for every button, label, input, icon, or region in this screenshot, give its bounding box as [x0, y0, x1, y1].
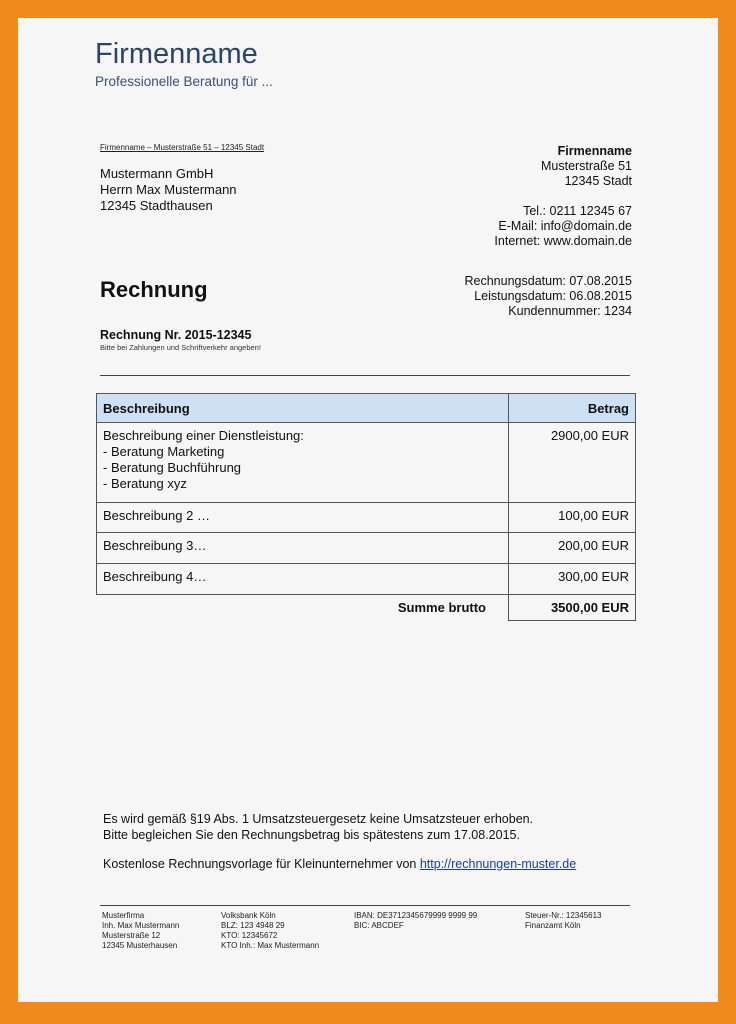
footer-line: IBAN: DE3712345679999 9999 99: [354, 911, 478, 920]
header-amount: Betrag: [509, 394, 636, 423]
company-email: E-Mail: info@domain.de: [498, 219, 632, 233]
desc-line: - Beratung Buchführung: [103, 460, 242, 475]
table-row: [97, 564, 636, 595]
template-link[interactable]: http://rechnungen-muster.de: [419, 857, 577, 871]
company-tagline: Professionelle Beratung für ...: [95, 74, 273, 89]
footer-col-tax: [525, 911, 602, 931]
company-contact: [494, 204, 632, 249]
divider: [100, 375, 630, 376]
footer-col-bank: [221, 911, 319, 951]
row-amount: 2900,00 EUR: [509, 423, 636, 503]
invoice-table: [96, 393, 636, 621]
table-header: [97, 394, 636, 423]
tax-note: Es wird gemäß §19 Abs. 1 Umsatzsteuergesetz keine Umsatzsteuer erhoben.: [103, 812, 534, 826]
company-name: Firmenname: [557, 144, 632, 158]
company-logo-name: Firmenname: [95, 38, 258, 70]
table-row: [97, 423, 636, 503]
footer-line: BIC: ABCDEF: [354, 921, 404, 930]
footer-col-iban: [354, 911, 477, 931]
footer-line: KTO: 12345672: [221, 931, 278, 940]
payment-note: Bitte begleichen Sie den Rechnungsbetrag bis spätestens zum 17.08.2015.: [103, 828, 520, 842]
footer-line: Musterstraße 12: [102, 931, 161, 940]
footer-divider: [100, 905, 630, 906]
row-description: Beschreibung 4…: [97, 564, 509, 595]
desc-line: Beschreibung einer Dienstleistung:: [103, 428, 304, 443]
row-description: [97, 423, 509, 503]
footer-col-company: [102, 911, 179, 951]
footer-line: Inh. Max Mustermann: [102, 921, 180, 930]
recipient-address: [100, 166, 237, 214]
invoice-date: Rechnungsdatum: 07.08.2015: [464, 274, 632, 288]
footer-line: Musterfirma: [102, 911, 145, 920]
tax-notes: [103, 811, 533, 843]
invoice-dates: [465, 274, 633, 319]
table-row: [97, 503, 636, 533]
desc-line: - Beratung xyz: [103, 476, 187, 491]
company-web: Internet: www.domain.de: [494, 234, 632, 248]
row-amount: 100,00 EUR: [509, 503, 636, 533]
invoice-page: [18, 18, 718, 1002]
sum-label: Summe brutto: [397, 600, 486, 616]
footer-line: Finanzamt Köln: [525, 921, 581, 930]
footer-line: 12345 Musterhausen: [102, 941, 178, 950]
recipient-line: 12345 Stadthausen: [100, 198, 213, 213]
row-amount: 300,00 EUR: [509, 564, 636, 595]
row-description: Beschreibung 3…: [97, 533, 509, 564]
company-address: [541, 144, 632, 189]
document-title: Rechnung: [100, 277, 208, 302]
customer-number: Kundennummer: 1234: [508, 304, 632, 318]
company-street: Musterstraße 51: [540, 159, 632, 173]
row-amount: 200,00 EUR: [509, 533, 636, 564]
footer-line: Volksbank Köln: [221, 911, 276, 920]
header-description: Beschreibung: [97, 394, 509, 423]
company-tel: Tel.: 0211 12345 67: [523, 204, 632, 218]
sum-amount: 3500,00 EUR: [509, 595, 636, 621]
invoice-hint: Bitte bei Zahlungen und Schriftverkehr angeben!: [100, 343, 261, 352]
footer-line: KTO Inh.: Max Mustermann: [221, 941, 320, 950]
template-note-text: Kostenlose Rechnungsvorlage für Kleinunternehmer von: [103, 857, 420, 871]
recipient-line: Mustermann GmbH: [100, 166, 214, 181]
row-description: Beschreibung 2 …: [97, 503, 509, 533]
sum-row: [97, 595, 636, 621]
desc-line: - Beratung Marketing: [103, 444, 225, 459]
footer-line: Steuer-Nr.: 12345613: [525, 911, 602, 920]
recipient-line: Herrn Max Mustermann: [100, 182, 237, 197]
table-row: [97, 533, 636, 564]
service-date: Leistungsdatum: 06.08.2015: [474, 289, 632, 303]
company-city: 12345 Stadt: [564, 174, 632, 188]
invoice-number: Rechnung Nr. 2015-12345: [100, 328, 252, 342]
footer-line: BLZ: 123 4948 29: [221, 921, 285, 930]
sender-line: Firmenname – Musterstraße 51 – 12345 Stadt: [100, 143, 265, 152]
template-note: [103, 856, 576, 872]
